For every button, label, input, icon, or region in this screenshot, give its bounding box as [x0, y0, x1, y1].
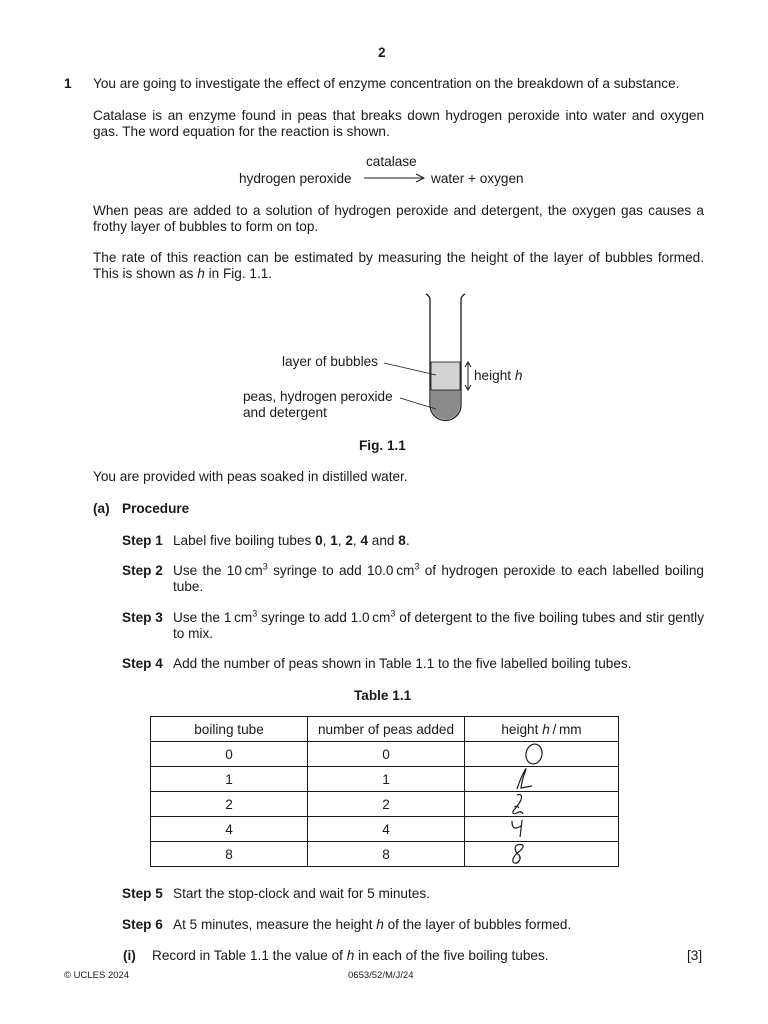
marks-allocation: [3] [687, 948, 703, 963]
table-row [151, 792, 619, 817]
bubbles-paragraph: When peas are added to a solution of hydrogen peroxide and detergent, the oxygen gas causes a frothy layer of bubbles to form on top. [93, 203, 704, 234]
cell-height-handwritten[interactable] [465, 842, 619, 867]
equation-arrow-icon [363, 172, 427, 184]
cell-peas: 0 [308, 742, 465, 767]
cell-height-handwritten[interactable] [465, 767, 619, 792]
table-header-row [151, 717, 619, 742]
part-a-title: Procedure [122, 501, 190, 516]
header-peas-added: number of peas added [308, 717, 465, 742]
handwritten-8 [503, 842, 533, 866]
cell-tube: 8 [151, 842, 308, 867]
cell-height-handwritten[interactable] [465, 792, 619, 817]
step-1-label: Step 1 [122, 533, 163, 548]
cell-peas: 4 [308, 817, 465, 842]
provided-text: You are provided with peas soaked in distilled water. [93, 469, 408, 484]
step-6-text: At 5 minutes, measure the height h of the layer of bubbles formed. [173, 917, 572, 932]
table-row [151, 817, 619, 842]
step-2-text: Use the 10 $cm^3$ syringe to add 10.0 $cm^3$ of hydrogen peroxide to each labelled boiling tube. [173, 561, 704, 594]
label-peas-line1: peas, hydrogen peroxide [243, 389, 393, 404]
step-2-label: Step 2 [122, 563, 163, 578]
cell-height-handwritten[interactable] [465, 742, 619, 767]
part-a-label: (a) [93, 501, 110, 516]
equation-products: water + oxygen [431, 171, 524, 186]
step-4-text: Add the number of peas shown in Table 1.1 to the five labelled boiling tubes. [173, 656, 632, 671]
figure-caption: Fig. 1.1 [359, 438, 406, 453]
table-row [151, 767, 619, 792]
step-5-text: Start the stop-clock and wait for 5 minutes. [173, 886, 430, 901]
header-boiling-tube: boiling tube [151, 717, 308, 742]
variable-h: h [197, 266, 205, 281]
cell-tube: 4 [151, 817, 308, 842]
handwritten-4 [503, 817, 533, 841]
cell-peas: 8 [308, 842, 465, 867]
step-3-text: Use the 1 $cm^3$ syringe to add 1.0 $cm^3$ of detergent to the five boiling tubes and stir gently to mix. [173, 608, 705, 641]
handwritten-2 [503, 792, 533, 816]
results-table [150, 716, 619, 867]
handwritten-0 [519, 742, 549, 766]
footer-paper-code: 0653/52/M/J/24 [348, 970, 414, 981]
cell-tube: 0 [151, 742, 308, 767]
height-arrow-icon [463, 361, 473, 391]
equation-catalyst: catalase [366, 154, 417, 169]
table-row [151, 742, 619, 767]
label-peas-line2: and detergent [243, 405, 327, 420]
footer-copyright: © UCLES 2024 [64, 970, 130, 981]
step-6-label: Step 6 [122, 917, 163, 932]
step-3-label: Step 3 [122, 610, 163, 625]
question-i-text: Record in Table 1.1 the value of h in each of the five boiling tubes. [152, 948, 549, 963]
page-number: 2 [378, 45, 386, 60]
intro-text: You are going to investigate the effect of enzyme concentration on the breakdown of a substance. [93, 76, 680, 91]
leader-lines [380, 358, 440, 418]
table-row [151, 842, 619, 867]
equation-reactant: hydrogen peroxide [239, 171, 352, 186]
cell-peas: 1 [308, 767, 465, 792]
step-1-text: Label five boiling tubes 0, 1, 2, 4 and 8. [173, 533, 410, 548]
question-number: 1 [64, 76, 72, 91]
question-i-label: (i) [123, 948, 136, 963]
label-height: height h [474, 368, 523, 383]
cell-tube: 1 [151, 767, 308, 792]
catalase-paragraph: Catalase is an enzyme found in peas that breaks down hydrogen peroxide into water and oxygen gas. The word equation for the reaction is shown. [93, 108, 704, 139]
table-caption: Table 1.1 [354, 688, 412, 703]
step-5-label: Step 5 [122, 886, 163, 901]
cell-height-handwritten[interactable] [465, 817, 619, 842]
label-bubbles: layer of bubbles [282, 354, 378, 369]
rate-paragraph: The rate of this reaction can be estimated by measuring the height of the layer of bubbles formed. This is shown as h in Fig. 1.1. [93, 250, 704, 281]
header-height: height h / mm [465, 717, 619, 742]
handwritten-1 [507, 767, 537, 791]
step-4-label: Step 4 [122, 656, 163, 671]
cell-tube: 2 [151, 792, 308, 817]
cell-peas: 2 [308, 792, 465, 817]
